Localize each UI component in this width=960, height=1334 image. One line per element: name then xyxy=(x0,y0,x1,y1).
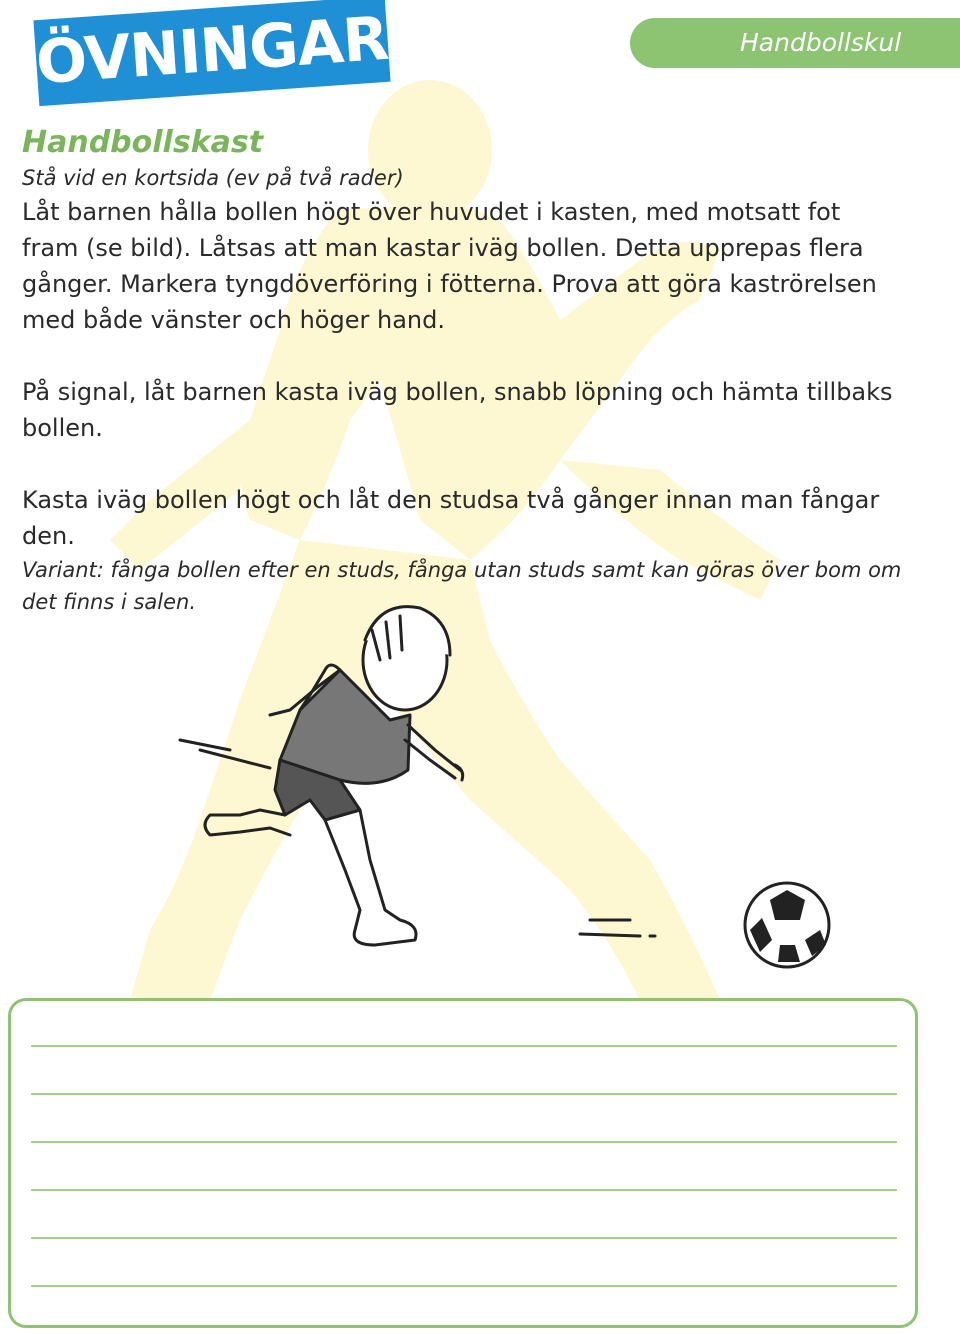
note-line xyxy=(31,1045,897,1047)
note-line xyxy=(31,1285,897,1287)
instruction-paragraph-3: Kasta iväg bollen högt och låt den studsa två gånger innan man fångar den. xyxy=(22,486,880,550)
instruction-paragraph-1: Låt barnen hålla bollen högt över huvudet i kasten, med motsatt fot fram (se bild). Låtsas att man kastar iväg bollen. Detta upprepas flera gånger. Markera tyngdöverföring i fötterna. Prova att göra kaströrelsen med både vänster och höger hand. xyxy=(22,198,877,334)
handball-icon xyxy=(745,883,829,967)
logo-text: ÖVNINGAR xyxy=(33,3,391,99)
note-line xyxy=(31,1189,897,1191)
notes-box xyxy=(8,998,918,1328)
exercise-title: Handbollskast xyxy=(22,125,264,160)
note-line xyxy=(31,1237,897,1239)
note-line xyxy=(31,1141,897,1143)
exercise-subtitle: Stå vid en kortsida (ev på två rader) xyxy=(22,166,404,190)
variant-note: Variant: fånga bollen efter en studs, fånga utan studs samt kan göras över bom om det finns i salen. xyxy=(22,558,902,614)
note-line xyxy=(31,1093,897,1095)
running-child-illustration xyxy=(150,600,870,980)
section-tab: Handbollskul xyxy=(630,18,960,68)
exercise-content xyxy=(22,124,902,618)
instruction-paragraph-2: På signal, låt barnen kasta iväg bollen, snabb löpning och hämta tillbaks bollen. xyxy=(22,378,893,442)
